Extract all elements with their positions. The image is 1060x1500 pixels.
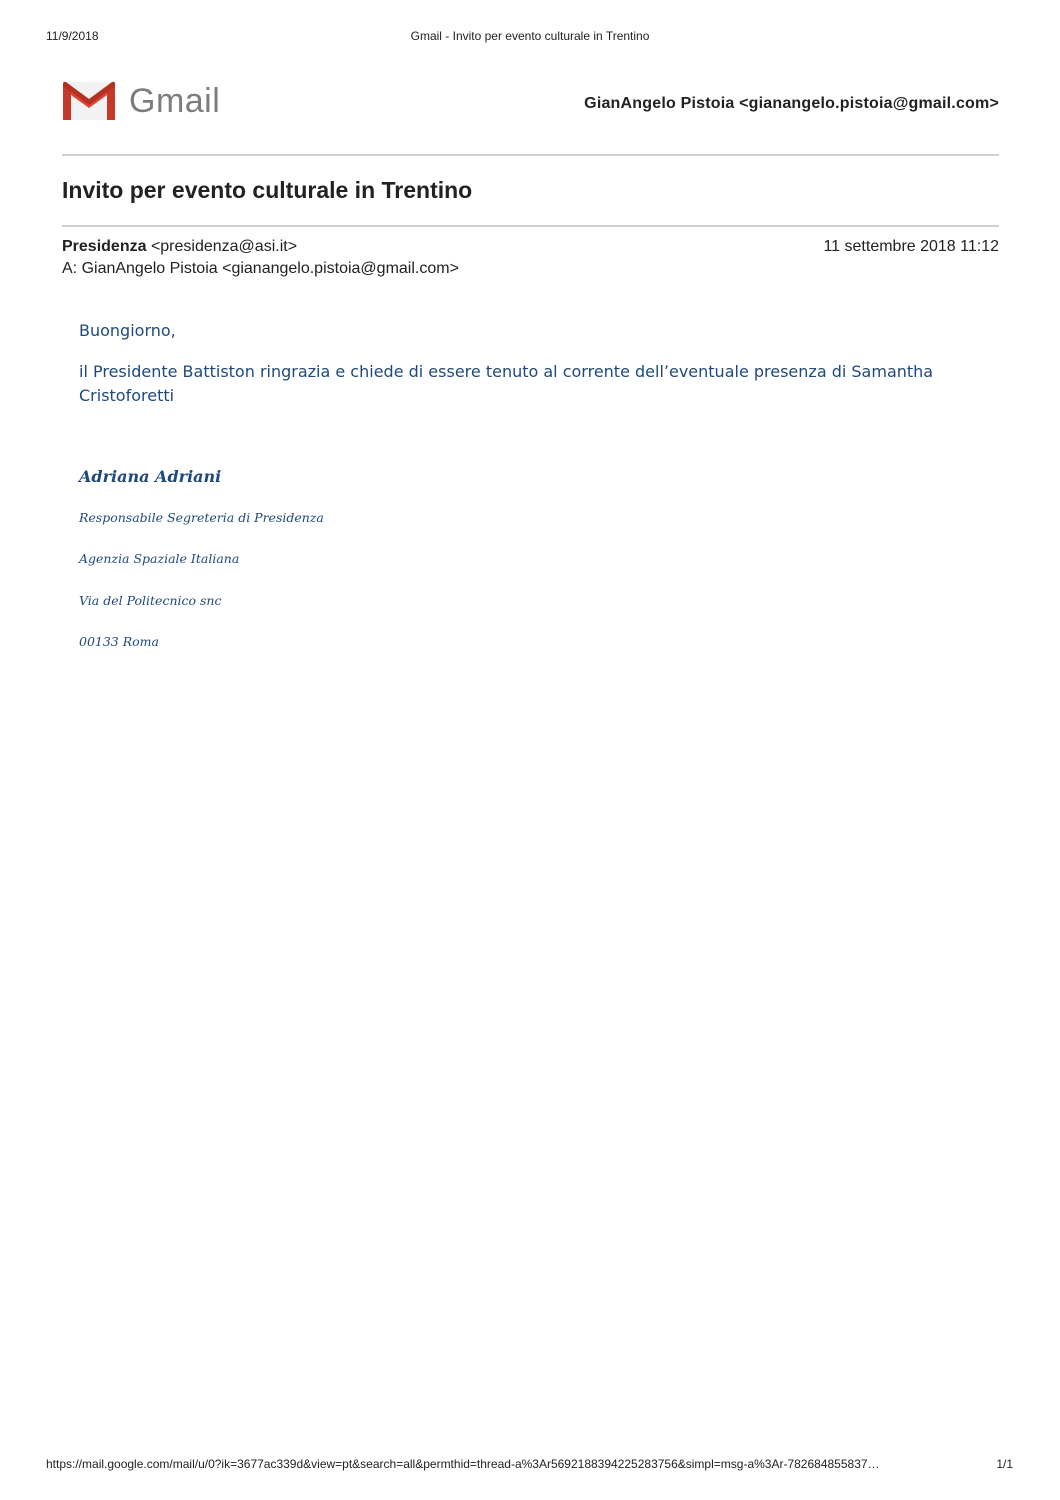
gmail-wordmark: Gmail (129, 81, 221, 120)
signature-city: 00133 Roma (79, 634, 159, 649)
print-date: 11/9/2018 (46, 29, 99, 43)
sender (62, 238, 297, 256)
recipient: A: GianAngelo Pistoia <gianangelo.pistoia@gmail.com> (62, 260, 459, 277)
sender-address[interactable]: <presidenza@asi.it> (150, 238, 298, 255)
signature-role: Responsabile Segreteria di Presidenza (79, 510, 324, 525)
email-message: il Presidente Battiston ringrazia e chiede di essere tenuto al corrente dell’eventuale presenza di Samantha Cristoforetti (79, 362, 934, 405)
sender-name: Presidenza (62, 238, 147, 255)
divider (62, 225, 999, 227)
print-url: https://mail.google.com/mail/u/0?ik=3677ac339d&view=pt&search=all&permthid=thread-a%3Ar5692188394225283756&simpl=msg-a%3Ar-782684855837… (46, 1457, 880, 1471)
signature-address: Via del Politecnico snc (79, 593, 222, 608)
divider (62, 154, 999, 156)
gmail-logo[interactable] (62, 80, 220, 122)
page-number: 1/1 (996, 1457, 1013, 1471)
email-greeting: Buongiorno, (79, 321, 176, 340)
gmail-envelope-icon (62, 80, 116, 122)
email-subject: Invito per evento culturale in Trentino (62, 177, 473, 203)
signature-organization: Agenzia Spaziale Italiana (79, 551, 240, 566)
print-title: Gmail - Invito per evento culturale in Trentino (410, 29, 650, 43)
account-label: GianAngelo Pistoia <gianangelo.pistoia@gmail.com> (584, 95, 999, 112)
signature-name: Adriana Adriani (79, 467, 222, 486)
email-date: 11 settembre 2018 11:12 (823, 238, 999, 255)
